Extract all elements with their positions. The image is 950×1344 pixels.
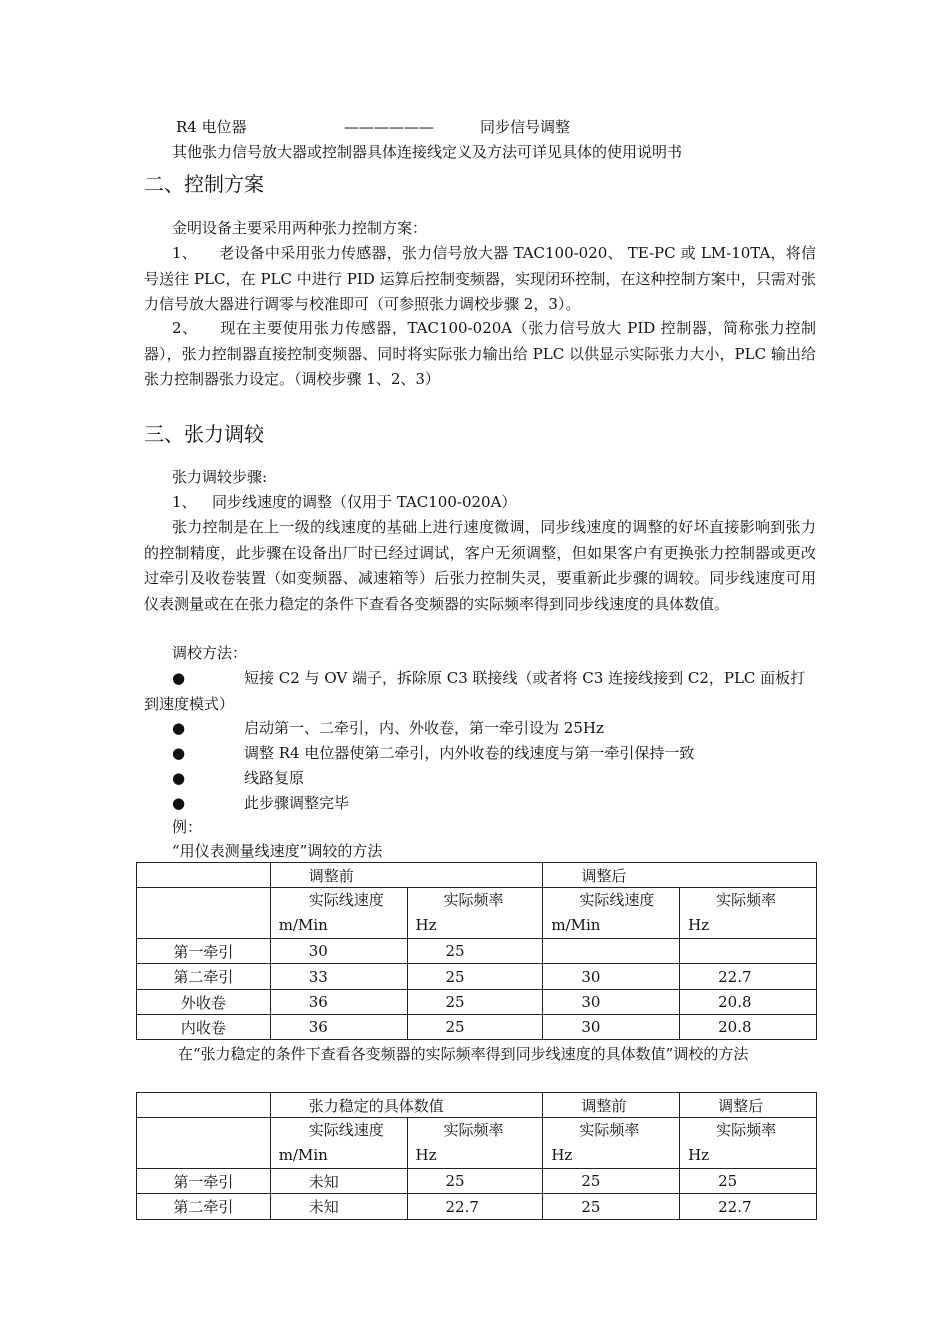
item2-number: 2、 (172, 319, 198, 337)
table2-caption: 在“张力稳定的条件下查看各变频器的实际频率得到同步线速度的具体数值”调校的方法 (178, 1045, 749, 1063)
cell (543, 939, 680, 964)
table1-h-speed-before: 实际线速度 m/Min (270, 888, 407, 939)
table2-sub-header (137, 1118, 817, 1169)
section2-item1 (144, 241, 816, 318)
table1-group-header (137, 863, 817, 888)
table1-caption: “用仪表测量线速度”调较的方法 (172, 842, 383, 860)
bullet-2-text: 启动第一、二牵引，内、外收卷，第一牵引设为 25Hz (244, 719, 604, 737)
section3-title: 三、张力调较 (144, 422, 264, 446)
bullet-4-dot: ● (172, 769, 186, 787)
bullet-3-text: 调整 R4 电位器使第二牵引，内外收卷的线速度与第一牵引保持一致 (244, 744, 695, 762)
table1 (136, 862, 817, 1040)
cell: 25 (543, 1194, 680, 1220)
bullet-5-text: 此步骤调整完毕 (244, 794, 350, 812)
cell: 25 (543, 1169, 680, 1194)
example-label: 例： (172, 818, 203, 836)
bullet-3-dot: ● (172, 744, 186, 762)
cell: 30 (543, 990, 680, 1015)
steps-label: 张力调较步骤: (172, 468, 268, 486)
intro-note: 其他张力信号放大器或控制器具体连接线定义及方法可详见具体的使用说明书 (172, 143, 683, 161)
table1-h-freq-before: 实际频率 Hz (407, 888, 543, 939)
table2-group-stable: 张力稳定的具体数值 (270, 1093, 543, 1118)
table2-h-freq-before: 实际频率 Hz (543, 1118, 680, 1169)
cell: 30 (543, 1015, 680, 1040)
cell: 33 (270, 964, 407, 990)
row-label: 外收卷 (137, 990, 271, 1015)
method-label: 调校方法： (172, 644, 248, 662)
step1-number: 1、 (172, 493, 197, 511)
table2-corner (137, 1093, 271, 1118)
row-label: 第二牵引 (137, 964, 271, 990)
cell: 20.8 (680, 990, 817, 1015)
table1-corner-2 (137, 888, 271, 939)
table1-h-freq-after: 实际频率 Hz (680, 888, 817, 939)
item1-number: 1、 (172, 244, 197, 262)
table1-group-before: 调整前 (270, 863, 543, 888)
bullet-2-dot: ● (172, 719, 186, 737)
bullet-1-text: 短接 C2 与 OV 端子，拆除原 C3 联接线（或者将 C3 连接线接到 C2，PLC 面板打到速度模式） (144, 669, 806, 713)
cell: 25 (407, 1169, 543, 1194)
table2-corner-2 (137, 1118, 271, 1169)
table-row (137, 1194, 817, 1220)
row-label: 第一牵引 (137, 939, 271, 964)
table-row (137, 1015, 817, 1040)
section2-title: 二、控制方案 (144, 172, 264, 196)
cell: 25 (407, 1015, 543, 1040)
bullet-4-text: 线路复原 (244, 769, 305, 787)
cell: 36 (270, 990, 407, 1015)
row-label: 内收卷 (137, 1015, 271, 1040)
table2-group-before: 调整前 (543, 1093, 680, 1118)
table2-h-speed: 实际线速度 m/Min (270, 1118, 407, 1169)
table1-h-speed-after: 实际线速度 m/Min (543, 888, 680, 939)
cell: 20.8 (680, 1015, 817, 1040)
cell: 未知 (270, 1169, 407, 1194)
section2-item2 (144, 316, 816, 393)
bullet-5-dot: ● (172, 794, 186, 812)
cell: 25 (680, 1169, 817, 1194)
table1-group-after: 调整后 (543, 863, 817, 888)
dash-separator: —————— (344, 118, 434, 136)
cell (680, 939, 817, 964)
row-label: 第二牵引 (137, 1194, 271, 1220)
r4-function: 同步信号调整 (480, 118, 571, 136)
table-row (137, 1169, 817, 1194)
r4-label: R4 电位器 (176, 118, 247, 136)
table1-corner (137, 863, 271, 888)
table2-h-freq: 实际频率 Hz (407, 1118, 543, 1169)
table2-h-freq-after: 实际频率 Hz (680, 1118, 817, 1169)
cell: 25 (407, 964, 543, 990)
table2-group-header (137, 1093, 817, 1118)
step1-title: 同步线速度的调整（仅用于 TAC100-020A） (212, 493, 517, 511)
bullet-1-dot: ● (172, 669, 186, 687)
cell: 22.7 (680, 964, 817, 990)
section2-lead: 金明设备主要采用两种张力控制方案： (172, 219, 428, 237)
cell: 30 (543, 964, 680, 990)
cell: 30 (270, 939, 407, 964)
cell: 22.7 (680, 1194, 817, 1220)
cell: 未知 (270, 1194, 407, 1220)
step1-body: 张力控制是在上一级的线速度的基础上进行速度微调，同步线速度的调整的好坏直接影响到张力的控制精度，此步骤在设备出厂时已经过调试，客户无须调整，但如果客户有更换张力控制器或更改过牵引及收卷装置（如变频器、减速箱等）后张力控制失灵，要重新此步骤的调较。同步线速度可用仪表测量或在在张力稳定的条件下查看各变频器的实际频率得到同步线速度的具体数值。 (144, 518, 816, 613)
table-row (137, 939, 817, 964)
table2 (136, 1092, 817, 1220)
cell: 36 (270, 1015, 407, 1040)
table-row (137, 990, 817, 1015)
cell: 25 (407, 939, 543, 964)
row-label: 第一牵引 (137, 1169, 271, 1194)
cell: 22.7 (407, 1194, 543, 1220)
item1-text: 老设备中采用张力传感器，张力信号放大器 TAC100-020、 TE-PC 或 LM-10TA，将信号送往 PLC，在 PLC 中进行 PID 运算后控制变频器，实现闭环控制，在这种控制方案中，只需对张力信号放大器进行调零与校准即可（可参照张力调校步骤 2，3）。 (144, 244, 816, 313)
table2-group-after: 调整后 (680, 1093, 817, 1118)
table1-sub-header (137, 888, 817, 939)
item2-text: 现在主要使用张力传感器，TAC100-020A（张力信号放大 PID 控制器，简称张力控制器），张力控制器直接控制变频器、同时将实际张力输出给 PLC 以供显示实际张力大小，PLC 输出给张力控制器张力设定。（调校步骤 1、2、3） (144, 319, 816, 388)
table-row (137, 964, 817, 990)
cell: 25 (407, 990, 543, 1015)
